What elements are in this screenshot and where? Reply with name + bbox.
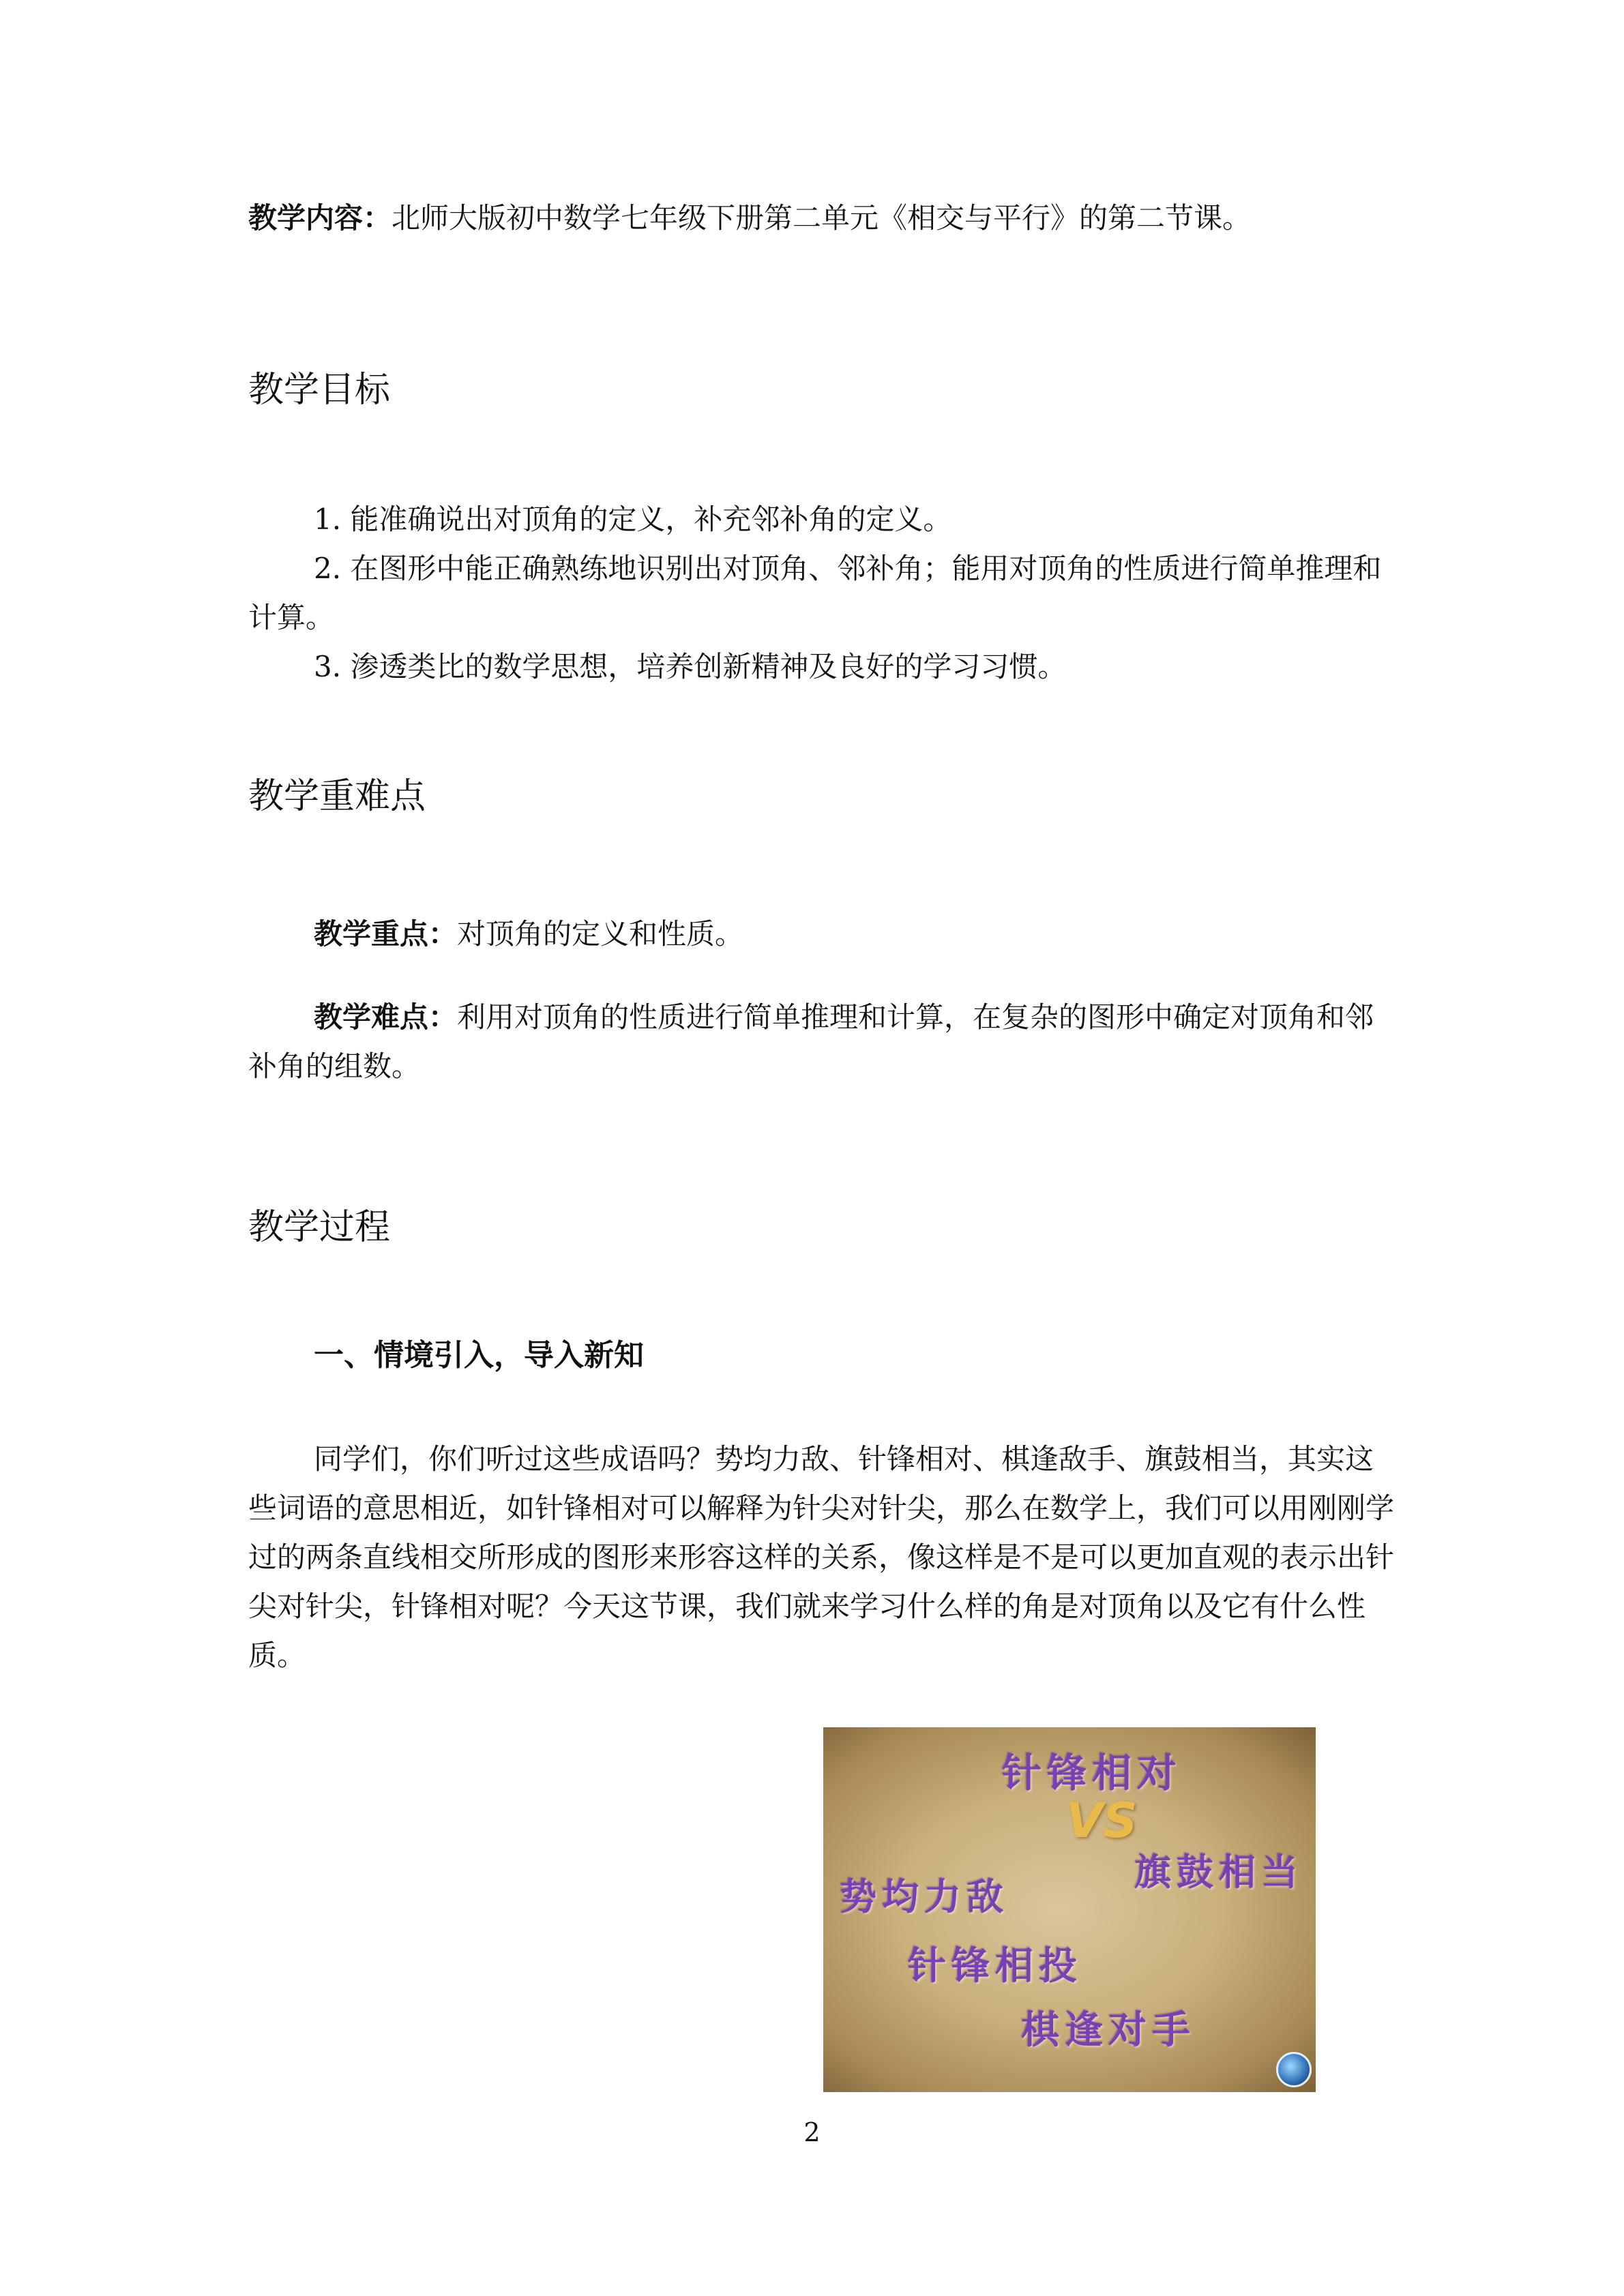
phrase-middle: 针锋相投	[908, 1943, 1082, 1988]
objectives-heading: 教学目标	[248, 370, 391, 411]
teaching-focus-label: 教学重点：	[314, 917, 458, 951]
phrase-top: 针锋相对	[1002, 1750, 1183, 1796]
teaching-content-label: 教学内容：	[248, 201, 392, 235]
objective-item-3: 3. 渗透类比的数学思想，培养创新精神及良好的学习习惯。	[314, 650, 1067, 683]
teaching-focus	[248, 910, 1394, 959]
globe-icon	[1276, 2052, 1312, 2087]
teaching-content	[248, 194, 1394, 243]
objectives-list	[248, 495, 1394, 691]
teaching-content-text: 北师大版初中数学七年级下册第二单元《相交与平行》的第二节课。	[392, 201, 1252, 235]
teaching-difficulty-label: 教学难点：	[314, 1000, 458, 1034]
key-points-heading: 教学重难点	[248, 776, 426, 817]
section1-title: 一、情境引入，导入新知	[314, 1338, 644, 1373]
teaching-focus-text: 对顶角的定义和性质。	[457, 917, 744, 951]
page-number: 2	[803, 2117, 821, 2147]
section1-paragraph: 同学们，你们听过这些成语吗？势均力敌、针锋相对、棋逢敌手、旗鼓相当，其实这些词语的意思相近，如针锋相对可以解释为针尖对针尖，那么在数学上，我们可以用刚刚学过的两条直线相交所形成的图形来形容这样的关系，像这样是不是可以更加直观的表示出针尖对针尖，针锋相对呢？今天这节课，我们就来学习什么样的角是对顶角以及它有什么性质。	[248, 1442, 1395, 1672]
teaching-difficulty-text: 利用对顶角的性质进行简单推理和计算，在复杂的图形中确定对顶角和邻补角的组数。	[248, 1000, 1374, 1083]
phrase-left: 势均力敌	[840, 1875, 1009, 1918]
phrase-bottom: 棋逢对手	[1021, 2008, 1196, 2053]
idiom-image	[823, 1727, 1316, 2092]
process-heading: 教学过程	[248, 1207, 391, 1248]
phrase-right: 旗鼓相当	[1134, 1850, 1303, 1894]
objective-item-2: 2. 在图形中能正确熟练地识别出对顶角、邻补角；能用对顶角的性质进行简单推理和计算。	[248, 552, 1382, 634]
teaching-difficulty	[248, 993, 1394, 1091]
vs-mark: VS	[1066, 1793, 1138, 1849]
objective-item-1: 1. 能准确说出对顶角的定义，补充邻补角的定义。	[314, 503, 952, 536]
